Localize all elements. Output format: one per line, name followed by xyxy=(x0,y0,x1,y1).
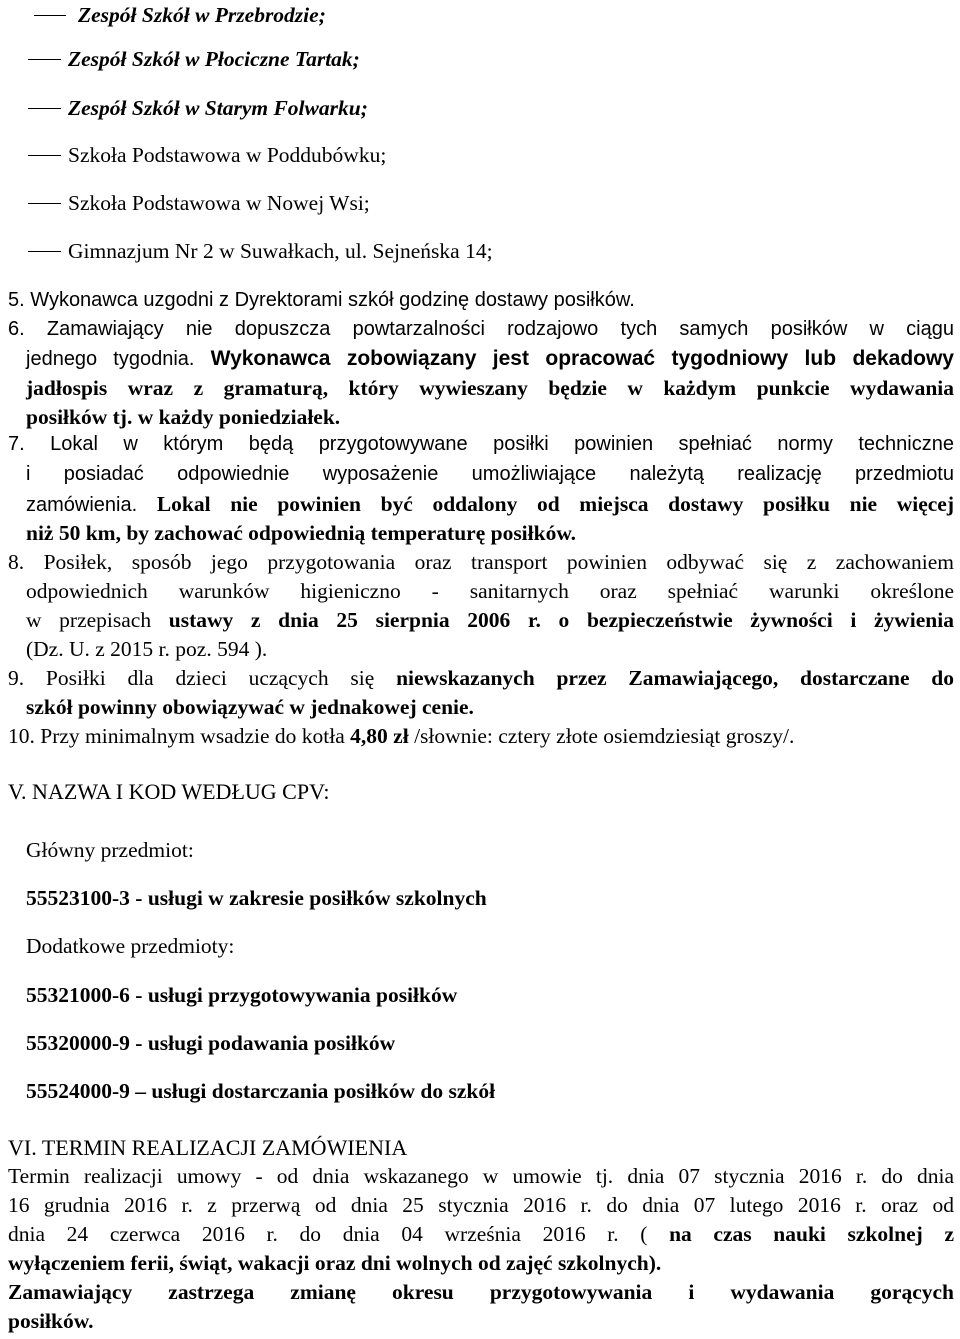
term-line-2: 16 grudnia 2016 r. z przerwą od dnia 25 stycznia 2016 r. do dnia 07 lutego 2016 r. oraz od xyxy=(8,1193,954,1217)
school-item xyxy=(28,0,326,30)
item-7-line-3 xyxy=(26,492,954,517)
term-bold: na czas nauki szkolnej z xyxy=(669,1222,954,1246)
term-line-6: posiłków. xyxy=(8,1309,94,1333)
term-text: dnia 24 czerwca 2016 r. do dnia 04 września 2016 r. ( xyxy=(8,1222,648,1246)
extra-cpv-code: 55320000-9 - usługi podawania posiłków xyxy=(26,1031,396,1055)
extra-subjects-label: Dodatkowe przedmioty: xyxy=(26,934,235,958)
item-8-line-4: (Dz. U. z 2015 r. poz. 594 ). xyxy=(26,637,268,661)
extra-cpv-code: 55321000-6 - usługi przygotowywania posiłków xyxy=(26,983,458,1007)
dash-marker xyxy=(34,15,66,16)
item-7-text: zamówienia. xyxy=(26,494,138,516)
item-9-line-2: szkół powinny obowiązywać w jednakowej cenie. xyxy=(26,695,474,719)
item-7-line-4: niż 50 km, by zachować odpowiednią temperaturę posiłków. xyxy=(26,521,577,545)
main-cpv-code: 55523100-3 - usługi w zakresie posiłków szkolnych xyxy=(26,886,487,910)
school-item xyxy=(28,236,493,266)
item-6-line-1: 6. Zamawiający nie dopuszcza powtarzalności rodzajowo tych samych posiłków w ciągu xyxy=(8,318,954,340)
term-line-4: wyłączeniem ferii, świąt, wakacji oraz dni wolnych od zajęć szkolnych). xyxy=(8,1251,662,1275)
school-item xyxy=(28,140,386,170)
school-name: Zespół Szkół w Starym Folwarku; xyxy=(68,95,368,120)
item-7-bold: Lokal nie powinien być oddalony od miejsca dostawy posiłku nie więcej xyxy=(156,492,955,516)
school-item xyxy=(28,188,370,218)
item-10-amount: 4,80 zł xyxy=(350,724,409,748)
item-10-text: 10. Przy minimalnym wsadzie do kotła xyxy=(8,724,345,748)
item-10-words: /słownie: cztery złote osiemdziesiąt groszy/. xyxy=(414,724,795,748)
item-9-text: 9. Posiłki dla dzieci uczących się xyxy=(8,666,375,690)
dash-marker xyxy=(28,203,61,204)
item-6-bold: Wykonawca zobowiązany jest opracować tygodniowy lub dekadowy xyxy=(210,347,954,370)
item-9-bold: niewskazanych przez Zamawiającego, dostarczane do xyxy=(396,666,955,690)
section-vi-title: VI. TERMIN REALIZACJI ZAMÓWIENIA xyxy=(8,1135,408,1160)
extra-cpv-code: 55524000-9 – usługi dostarczania posiłków do szkół xyxy=(26,1079,496,1103)
item-7-line-2: i posiadać odpowiednie wyposażenie umożliwiające należytą realizację przedmiotu xyxy=(26,463,954,485)
item-8-text: w przepisach xyxy=(26,608,152,632)
item-7-line-1: 7. Lokal w którym będą przygotowywane posiłki powinien spełniać normy techniczne xyxy=(8,433,954,455)
section-v-title: V. NAZWA I KOD WEDŁUG CPV: xyxy=(8,779,330,804)
item-5: 5. Wykonawca uzgodni z Dyrektorami szkół godzinę dostawy posiłków. xyxy=(8,289,635,311)
school-name: Gimnazjum Nr 2 w Suwałkach, ul. Sejneńska 14; xyxy=(68,238,493,263)
dash-marker xyxy=(28,59,61,60)
item-6-line-2 xyxy=(26,347,954,371)
school-item xyxy=(28,44,360,74)
term-line-3 xyxy=(8,1222,954,1247)
school-name: Zespół Szkół w Przebrodzie; xyxy=(78,2,326,27)
dash-marker xyxy=(28,155,61,156)
item-10 xyxy=(8,724,794,749)
school-name: Zespół Szkół w Płociczne Tartak; xyxy=(68,46,360,71)
school-item xyxy=(28,93,368,123)
item-6-text: jednego tygodnia. xyxy=(26,348,195,370)
term-line-5: Zamawiający zastrzega zmianę okresu przygotowywania i wydawania gorących xyxy=(8,1280,954,1304)
dash-marker xyxy=(28,108,61,109)
term-line-1: Termin realizacji umowy - od dnia wskazanego w umowie tj. dnia 07 stycznia 2016 r. do dnia xyxy=(8,1164,954,1188)
dash-marker xyxy=(28,251,61,252)
school-name: Szkoła Podstawowa w Poddubówku; xyxy=(68,142,387,167)
item-8-line-2: odpowiednich warunków higieniczno - sanitarnych oraz spełniać warunki określone xyxy=(26,579,954,603)
main-subject-label: Główny przedmiot: xyxy=(26,838,194,862)
item-6-line-4: posiłków tj. w każdy poniedziałek. xyxy=(26,405,341,429)
school-name: Szkoła Podstawowa w Nowej Wsi; xyxy=(68,190,370,215)
item-8-bold: ustawy z dnia 25 sierpnia 2006 r. o bezpieczeństwie żywności i żywienia xyxy=(168,608,954,632)
item-6-line-3: jadłospis wraz z gramaturą, który wywieszany będzie w każdym punkcie wydawania xyxy=(26,376,954,400)
item-9-line-1 xyxy=(8,666,954,691)
item-8-line-1: 8. Posiłek, sposób jego przygotowania oraz transport powinien odbywać się z zachowaniem xyxy=(8,550,954,574)
item-8-line-3 xyxy=(26,608,954,633)
